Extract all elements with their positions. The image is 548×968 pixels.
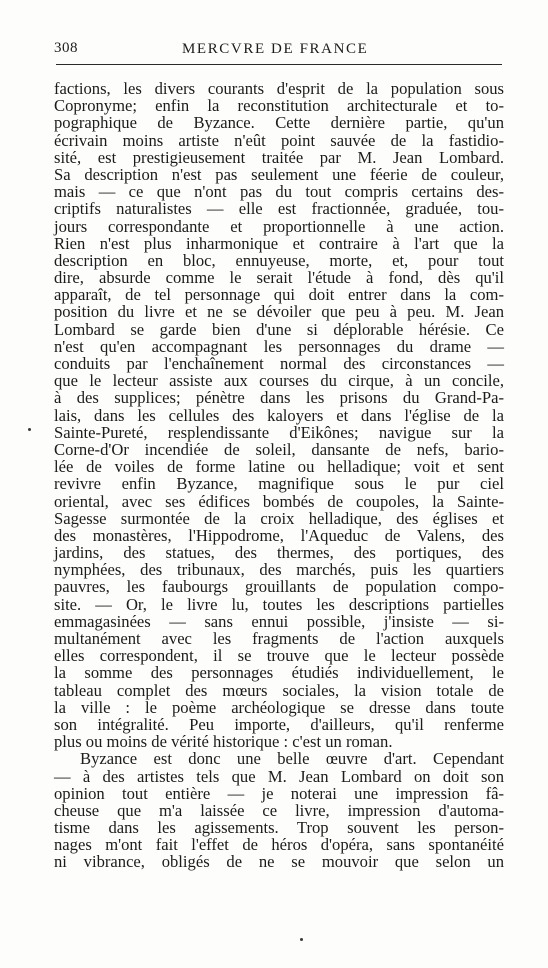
text-line: dire, absurde comme le serait l'étude à fond, dès qu'il <box>54 268 504 288</box>
text-line: pographique de Byzance. Cette dernière partie, qu'un <box>54 113 504 133</box>
text-line: jours correspondante et proportionnelle à une action. <box>54 216 504 236</box>
text-line: nages m'ont fait l'effet de héros d'opéra, sans spontanéité <box>54 835 504 855</box>
text-line: Byzance est donc une belle œuvre d'art. Cependant <box>80 749 504 769</box>
text-line: elles correspondent, il se trouve que le lecteur possède <box>54 646 504 666</box>
text-line: n'est qu'en accompagnant les personnages du drame — <box>54 336 504 356</box>
ink-speck <box>28 428 31 431</box>
text-line: Sainte-Pureté, resplendissante d'Eikônes; navigue sur la <box>54 422 504 442</box>
journal-title: MERCVRE DE FRANCE <box>182 41 369 57</box>
text-line: lais, dans les cellules des kaloyers et dans l'église de la <box>54 405 504 425</box>
text-line: à des supplices; pénètre dans les prisons du Grand-Pa- <box>54 388 504 408</box>
text-line: description en bloc, ennuyeuse, morte, et, pour tout <box>54 250 504 270</box>
text-line: que le lecteur assiste aux courses du cirque, à un concile, <box>54 371 504 391</box>
text-line: Rien n'est plus inharmonique et contraire à l'art que la <box>54 233 504 253</box>
text-line: site. — Or, le livre lu, toutes les descriptions partielles <box>54 594 504 614</box>
text-line: Sagesse surmontée de la croix helladique, des églises et <box>54 508 504 528</box>
page-number: 308 <box>54 40 78 56</box>
text-line: pauvres, les faubourgs grouillants de population compo- <box>54 577 504 597</box>
header-rule <box>56 64 502 65</box>
text-line: multanément avec les fragments de l'action auxquels <box>54 629 504 648</box>
text-line: — à des artistes tels que M. Jean Lombard on doit son <box>54 766 504 786</box>
text-line: cheuse que m'a laissée ce livre, impression d'automa- <box>54 800 504 820</box>
text-line: emmagasinées — sans ennui possible, j'insiste — si- <box>54 611 504 631</box>
body-text <box>54 80 504 871</box>
text-line: la somme des personnages étudiés individuellement, le <box>54 663 504 683</box>
text-line: jardins, des statues, des thermes, des portiques, des <box>54 543 504 563</box>
text-line: Copronyme; enfin la reconstitution architecturale et to- <box>54 96 504 116</box>
text-line: ni vibrance, obligés de ne se mouvoir que selon un <box>54 852 504 872</box>
ink-speck <box>300 938 303 941</box>
text-line: tableau complet des mœurs sociales, la vision totale de <box>54 680 504 700</box>
text-line: Corne-d'Or incendiée de soleil, dansante de nefs, bario- <box>54 439 504 459</box>
text-line: mais — ce que n'ont pas du tout compris certains des- <box>54 182 504 202</box>
text-line: criptifs naturalistes — elle est fractionnée, graduée, tou- <box>54 199 504 219</box>
text-line: plus ou moins de vérité historique : c'est un roman. <box>54 732 393 752</box>
text-line: nymphées, des tribunaux, des marchés, puis les quartiers <box>54 560 504 580</box>
text-line: apparaît, de tel personnage qui doit entrer dans la com- <box>54 285 504 305</box>
text-line: des monastères, l'Hippodrome, l'Aqueduc de Valens, des <box>54 525 504 545</box>
text-line: conduits par l'enchaînement normal des circonstances — <box>54 354 504 373</box>
text-line: lée de voiles de forme latine ou helladique; voit et sent <box>54 457 504 477</box>
text-line: la ville : le poème archéologique se dresse dans toute <box>54 697 504 717</box>
text-line: Lombard se garde bien d'une si déplorable hérésie. Ce <box>54 319 504 339</box>
text-line: Sa description n'est pas seulement une féerie de couleur, <box>54 164 504 184</box>
running-head <box>50 40 510 64</box>
text-line: position du livre et ne se dévoiler que peu à peu. M. Jean <box>54 302 504 322</box>
text-line: oriental, avec ses édifices bombés de coupoles, la Sainte- <box>54 491 504 511</box>
text-line: sité, est prestigieusement traitée par M. Jean Lombard. <box>54 147 504 167</box>
text-line: factions, les divers courants d'esprit de la population sous <box>54 79 504 98</box>
text-line: tisme dans les agissements. Trop souvent les person- <box>54 818 504 838</box>
text-line: opinion tout entière — je noterai une impression fâ- <box>54 783 504 803</box>
text-line: écrivain moins artiste n'eût point sauvée de la fastidio- <box>54 130 504 150</box>
text-line: son intégralité. Peu importe, d'ailleurs, qu'il renferme <box>54 714 504 734</box>
text-line: revivre enfin Byzance, magnifique sous le pur ciel <box>54 474 504 494</box>
